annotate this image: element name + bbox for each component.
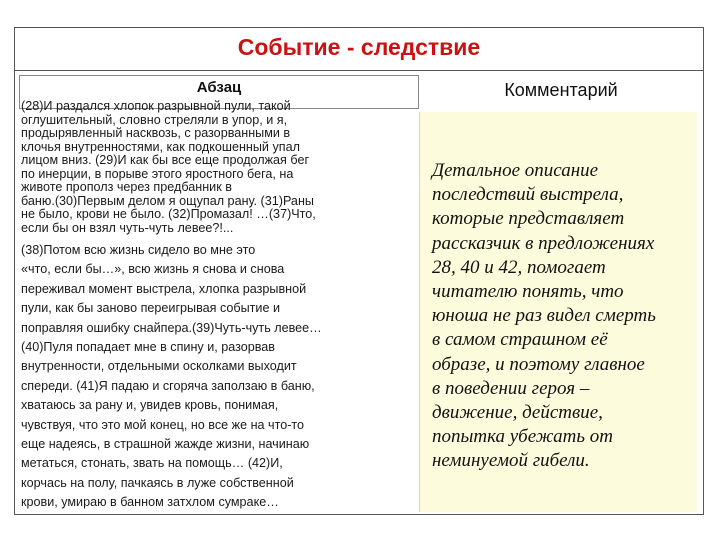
title-divider [15, 70, 703, 71]
comment-text-box: Детальное описание последствий выстрела, которые представляет рассказчик в предложениях 28, 40 и 42, помогает читателю понять, что юноша не раз видел смерть в самом страшном её образе, и поэтому главное в поведении героя – движение, действие, попытка убежать от неминуемой гибели. [419, 112, 697, 512]
comment-column-header: Комментарий [504, 80, 618, 100]
paragraph-dense-text: (28)И раздался хлопок разрывной пули, такой оглушительный, словно стреляли в упор, и я, продырявленный насквозь, с разорванными в клочья внутренностями, как подкошенный упал лицом вниз. (29)И как бы все еще продолжая бег по инерции, в порыве этого яростного бега, на животе прополз через предбанник в баню.(30)Первым делом я ощупал рану. (31)Раны не было, крови не было. (32)Промазал! …(37)Что, если бы он взял чуть-чуть левее?!... [21, 99, 316, 235]
paragraph-text-block [19, 100, 415, 514]
slide-frame [14, 27, 704, 515]
paragraph-loose-text: (38)Потом всю жизнь сидело во мне это «что, если бы…», всю жизнь я снова и снова переживал момент выстрела, хлопка разрывной пули, как бы заново переигрывая событие и поправляя ошибку снайпера.(39)Чуть-чуть левее… (40)Пуля попадает мне в спину и, разорвав внутренности, отдельными осколками выходит спереди. (41)Я падаю и сгоряча заползаю в баню, хватаюсь за рану и, увидев кровь, понимая, чувствуя, что это мой конец, но все же на что-то еще надеясь, в страшной жажде жизни, начинаю метаться, стонать, звать на помощь… (42)И, корчась на полу, пачкаясь в луже собственной крови, умираю в банном затхлом сумраке… [21, 243, 322, 510]
paragraph-column-header: Абзац [19, 75, 419, 109]
slide-title: Событие - следствие [237, 34, 481, 60]
